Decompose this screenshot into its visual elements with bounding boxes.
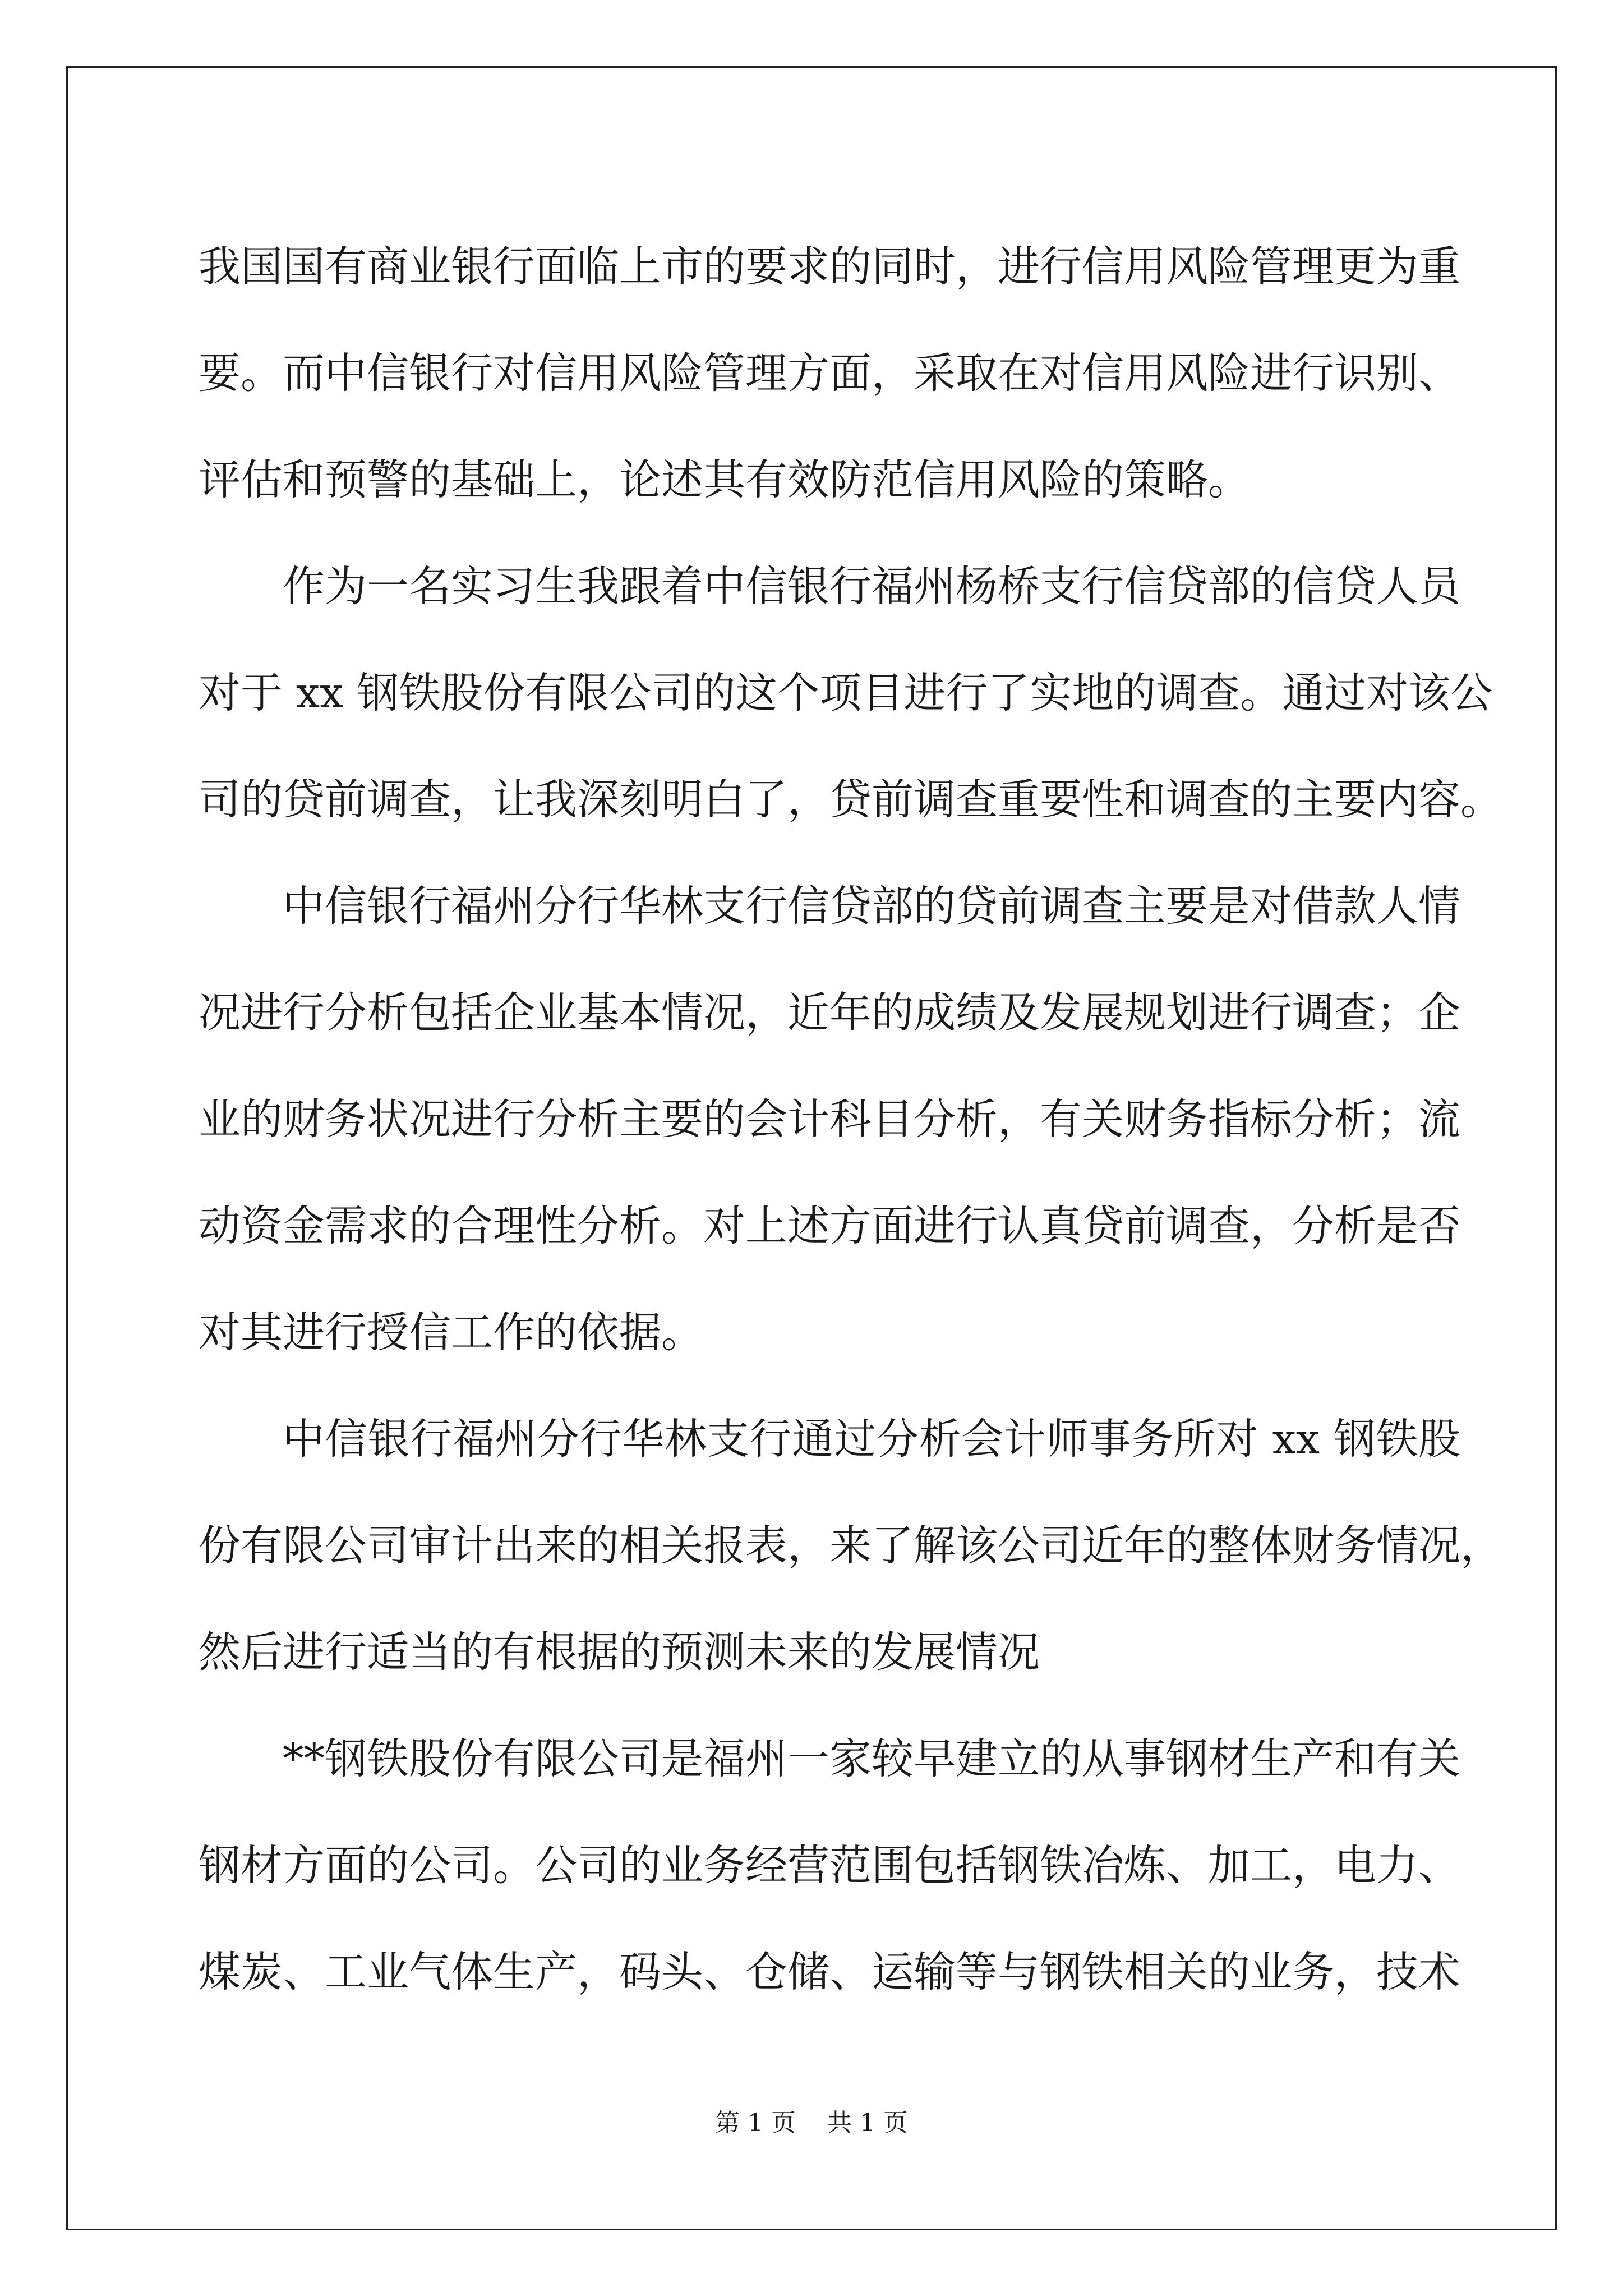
text-line-14: 然后进行适当的有根据的预测未来的发展情况 [199, 1627, 1040, 1677]
text-line-1: 我国国有商业银行面临上市的要求的同时，进行信用风险管理更为重 [199, 242, 1461, 291]
text-line-3: 评估和预警的基础上，论述其有效防范信用风险的策略。 [199, 455, 1251, 504]
text-line-16: 钢材方面的公司。公司的业务经营范围包括钢铁冶炼、加工，电力、 [199, 1841, 1461, 1890]
text-line-7: 中信银行福州分行华林支行信贷部的贷前调查主要是对借款人情 [283, 881, 1461, 931]
text-line-9: 业的财务状况进行分析主要的会计科目分析，有关财务指标分析；流 [199, 1094, 1461, 1144]
text-line-4: 作为一名实习生我跟着中信银行福州杨桥支行信贷部的信贷人员 [283, 562, 1461, 611]
text-line-2: 要。而中信银行对信用风险管理方面，采取在对信用风险进行识别、 [199, 348, 1461, 398]
text-line-17: 煤炭、工业气体生产，码头、仓储、运输等与钢铁相关的业务，技术 [199, 1947, 1461, 1996]
text-line-10: 动资金需求的合理性分析。对上述方面进行认真贷前调查，分析是否 [199, 1201, 1461, 1250]
text-line-8: 况进行分析包括企业基本情况，近年的成绩及发展规划进行调查；企 [199, 988, 1461, 1037]
page-number-footer: 第 1 页 共 1 页 [715, 2109, 908, 2137]
document-body [199, 213, 1503, 2025]
text-line-12: 中信银行福州分行华林支行通过分析会计师事务所对 xx 钢铁股 [283, 1414, 1460, 1464]
text-line-5: 对于 xx 钢铁股份有限公司的这个项目进行了实地的调查。通过对该公 [199, 668, 1493, 717]
text-line-15: **钢铁股份有限公司是福州一家较早建立的从事钢材生产和有关 [283, 1734, 1461, 1783]
text-line-11: 对其进行授信工作的依据。 [199, 1308, 704, 1357]
text-line-13: 份有限公司审计出来的相关报表，来了解该公司近年的整体财务情况， [199, 1521, 1503, 1570]
text-line-6: 司的贷前调查，让我深刻明白了，贷前调查重要性和调查的主要内容。 [199, 775, 1503, 824]
